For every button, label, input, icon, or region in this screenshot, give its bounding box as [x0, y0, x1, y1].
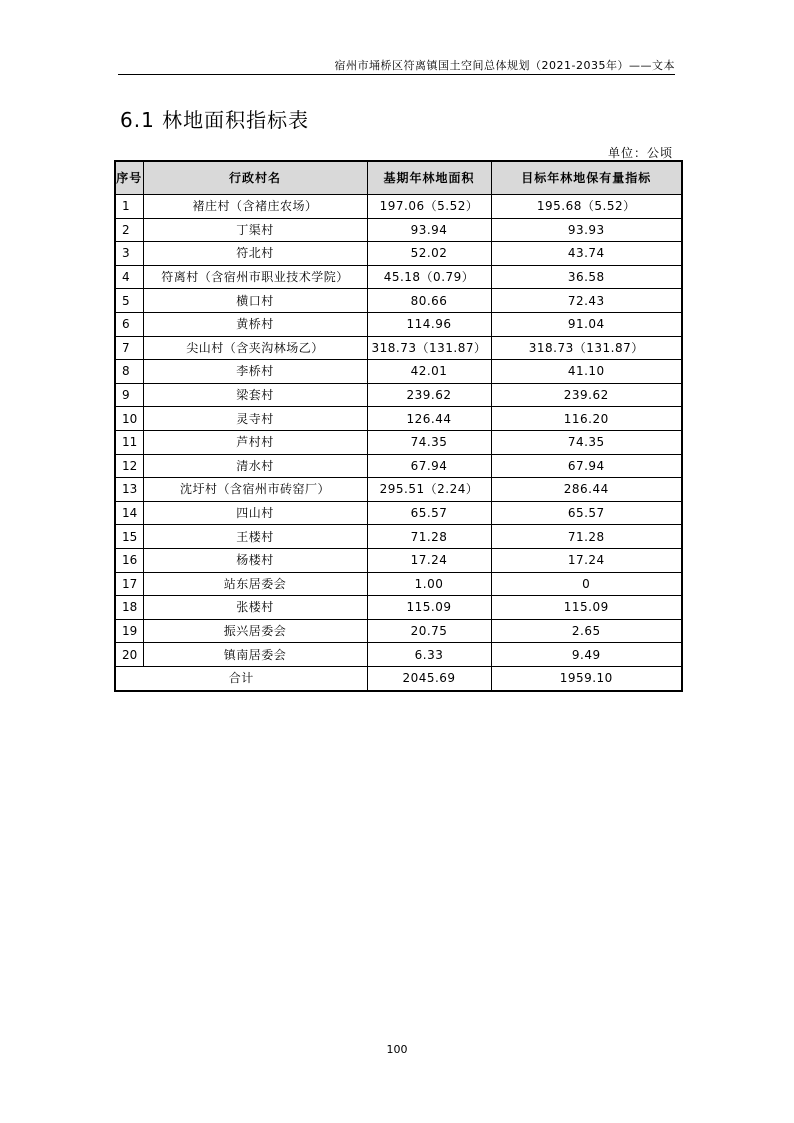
row-village-name: 杨楼村 [143, 548, 367, 572]
running-header: 宿州市埇桥区符离镇国土空间总体规划（2021-2035年）——文本 [334, 59, 675, 72]
row-index: 15 [115, 525, 143, 549]
row-base-area: 115.09 [367, 596, 491, 620]
row-target-area: 195.68（5.52） [491, 195, 682, 219]
row-village-name: 横口村 [143, 289, 367, 313]
row-base-area: 318.73（131.87） [367, 336, 491, 360]
row-target-area: 115.09 [491, 596, 682, 620]
row-target-area: 43.74 [491, 242, 682, 266]
row-base-area: 65.57 [367, 501, 491, 525]
table-row [115, 195, 682, 219]
row-index: 3 [115, 242, 143, 266]
row-index: 11 [115, 430, 143, 454]
table-row [115, 242, 682, 266]
row-index: 17 [115, 572, 143, 596]
row-target-area: 71.28 [491, 525, 682, 549]
row-index: 2 [115, 218, 143, 242]
column-header-index: 序号 [115, 161, 143, 195]
header-rule [118, 74, 675, 75]
total-target-area: 1959.10 [491, 666, 682, 691]
row-village-name: 灵寺村 [143, 407, 367, 431]
table-header-row [115, 161, 682, 195]
row-base-area: 295.51（2.24） [367, 478, 491, 502]
row-base-area: 80.66 [367, 289, 491, 313]
row-village-name: 清水村 [143, 454, 367, 478]
row-base-area: 126.44 [367, 407, 491, 431]
table-row [115, 336, 682, 360]
row-index: 12 [115, 454, 143, 478]
row-village-name: 镇南居委会 [143, 643, 367, 667]
table-row [115, 218, 682, 242]
row-target-area: 72.43 [491, 289, 682, 313]
section-title: 6.1 林地面积指标表 [120, 108, 310, 132]
row-village-name: 丁渠村 [143, 218, 367, 242]
row-village-name: 振兴居委会 [143, 619, 367, 643]
table-row [115, 619, 682, 643]
table-row [115, 596, 682, 620]
row-village-name: 褚庄村（含褚庄农场） [143, 195, 367, 219]
table-row [115, 478, 682, 502]
row-village-name: 符离村（含宿州市职业技术学院） [143, 265, 367, 289]
row-index: 14 [115, 501, 143, 525]
row-target-area: 36.58 [491, 265, 682, 289]
table-row [115, 383, 682, 407]
row-village-name: 沈圩村（含宿州市砖窑厂） [143, 478, 367, 502]
row-target-area: 0 [491, 572, 682, 596]
table-row [115, 525, 682, 549]
row-index: 16 [115, 548, 143, 572]
row-village-name: 符北村 [143, 242, 367, 266]
table-row [115, 289, 682, 313]
row-target-area: 65.57 [491, 501, 682, 525]
row-base-area: 45.18（0.79） [367, 265, 491, 289]
table-body [115, 195, 682, 667]
row-base-area: 42.01 [367, 360, 491, 384]
row-target-area: 91.04 [491, 312, 682, 336]
row-base-area: 114.96 [367, 312, 491, 336]
row-village-name: 李桥村 [143, 360, 367, 384]
page-number: 100 [386, 1043, 408, 1056]
table-row [115, 501, 682, 525]
table-row [115, 454, 682, 478]
row-village-name: 四山村 [143, 501, 367, 525]
unit-label: 单位：公顷 [607, 146, 673, 160]
row-base-area: 52.02 [367, 242, 491, 266]
total-row [115, 666, 682, 691]
row-base-area: 74.35 [367, 430, 491, 454]
row-index: 7 [115, 336, 143, 360]
row-index: 19 [115, 619, 143, 643]
column-header-village: 行政村名 [143, 161, 367, 195]
table-row [115, 265, 682, 289]
row-index: 10 [115, 407, 143, 431]
row-target-area: 286.44 [491, 478, 682, 502]
forest-area-table [114, 160, 683, 692]
table-row [115, 572, 682, 596]
row-target-area: 74.35 [491, 430, 682, 454]
total-label: 合计 [115, 666, 367, 691]
table-row [115, 430, 682, 454]
row-base-area: 17.24 [367, 548, 491, 572]
table-row [115, 643, 682, 667]
row-target-area: 17.24 [491, 548, 682, 572]
row-index: 6 [115, 312, 143, 336]
row-index: 18 [115, 596, 143, 620]
row-index: 20 [115, 643, 143, 667]
column-header-target-area: 目标年林地保有量指标 [491, 161, 682, 195]
row-village-name: 芦村村 [143, 430, 367, 454]
table-row [115, 407, 682, 431]
table-row [115, 548, 682, 572]
row-base-area: 1.00 [367, 572, 491, 596]
table-row [115, 360, 682, 384]
row-target-area: 9.49 [491, 643, 682, 667]
row-base-area: 239.62 [367, 383, 491, 407]
row-index: 8 [115, 360, 143, 384]
row-index: 1 [115, 195, 143, 219]
row-base-area: 197.06（5.52） [367, 195, 491, 219]
row-target-area: 318.73（131.87） [491, 336, 682, 360]
row-target-area: 116.20 [491, 407, 682, 431]
row-village-name: 梁套村 [143, 383, 367, 407]
row-village-name: 站东居委会 [143, 572, 367, 596]
row-base-area: 93.94 [367, 218, 491, 242]
row-index: 13 [115, 478, 143, 502]
row-index: 4 [115, 265, 143, 289]
row-village-name: 黄桥村 [143, 312, 367, 336]
row-index: 9 [115, 383, 143, 407]
column-header-base-area: 基期年林地面积 [367, 161, 491, 195]
row-base-area: 71.28 [367, 525, 491, 549]
row-index: 5 [115, 289, 143, 313]
row-village-name: 张楼村 [143, 596, 367, 620]
row-target-area: 2.65 [491, 619, 682, 643]
row-target-area: 41.10 [491, 360, 682, 384]
row-base-area: 67.94 [367, 454, 491, 478]
row-village-name: 尖山村（含夹沟林场乙） [143, 336, 367, 360]
row-village-name: 王楼村 [143, 525, 367, 549]
table-row [115, 312, 682, 336]
row-target-area: 239.62 [491, 383, 682, 407]
row-target-area: 67.94 [491, 454, 682, 478]
row-base-area: 20.75 [367, 619, 491, 643]
total-base-area: 2045.69 [367, 666, 491, 691]
row-target-area: 93.93 [491, 218, 682, 242]
row-base-area: 6.33 [367, 643, 491, 667]
